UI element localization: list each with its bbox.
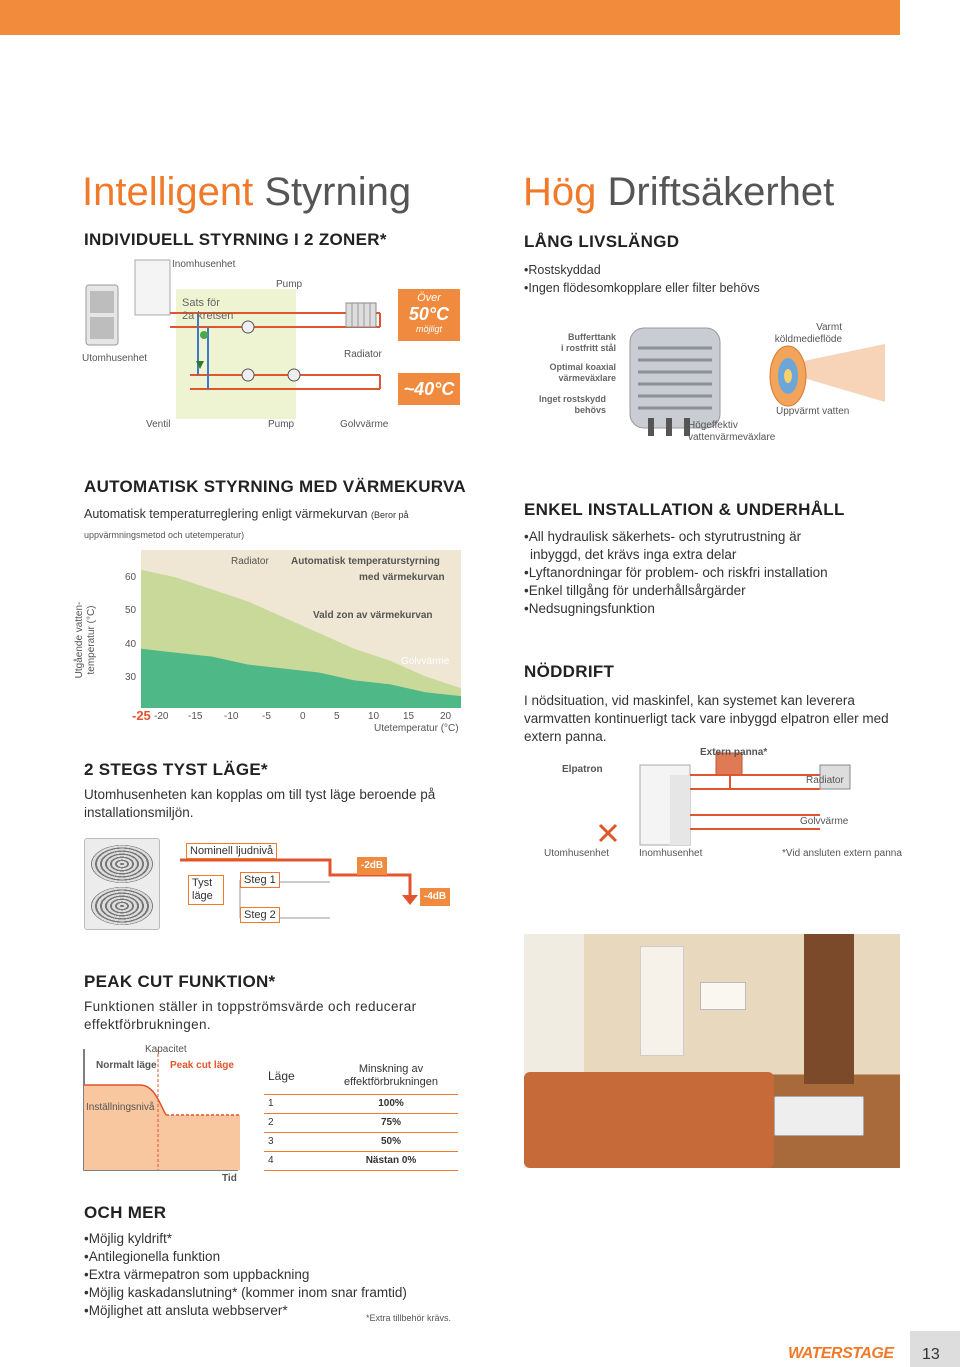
nominell-chip: Nominell ljudnivå [186, 843, 277, 859]
tyst-chip: Tyst läge [188, 875, 224, 905]
table-row: 3 50% [264, 1132, 458, 1151]
inomhusenhet-label: Inomhusenhet [639, 848, 703, 859]
right-page-title: Hög Driftsäkerhet [523, 170, 835, 214]
rostskydd-label: Inget rostskydd behövs [538, 394, 606, 415]
outdoor-unit-image [84, 838, 160, 930]
living-room-photo [524, 934, 900, 1168]
list-item: •Antilegionella funktion [84, 1249, 221, 1264]
ventil-label: Ventil [146, 419, 171, 430]
zones-diagram [80, 255, 465, 435]
list-item: •All hydraulisk säkerhets- och styrutrustning är [524, 529, 802, 544]
x-tick: 20 [440, 711, 452, 722]
left-page-title: Intelligent Styrning [82, 170, 412, 214]
zones-heading: INDIVIDUELL STYRNING I 2 ZONER* [84, 230, 387, 249]
db4-box: -4dB [420, 888, 450, 906]
normalt-label: Normalt läge [96, 1060, 157, 1071]
curve-heading: AUTOMATISK STYRNING MED VÄRMEKURVA [84, 477, 467, 496]
radiator-label: Radiator [344, 349, 382, 360]
annotation-auto: Automatisk temperaturstyrning [291, 556, 440, 567]
golvvarme-label: Golvvärme [800, 816, 849, 827]
curve-intro: Automatisk temperaturreglering enligt värmekurvan (Beror på [84, 507, 409, 521]
table-header-minskning: Minskning av effektförbrukningen [324, 1058, 458, 1094]
page-number: 13 [922, 1346, 940, 1363]
table-row: 1 100% [264, 1094, 458, 1113]
db2-box: -2dB [357, 857, 387, 875]
installning-label: Inställningsnivå [86, 1102, 155, 1113]
table-header-lage: Läge [264, 1058, 324, 1094]
list-item: • Rostskyddad [524, 261, 760, 279]
brand-logo: WATERSTAGE [788, 1345, 894, 1362]
pump-bottom-label: Pump [268, 419, 295, 430]
chart-xlabel: Utetemperatur (°C) [374, 723, 459, 734]
table-row: 2 75% [264, 1113, 458, 1132]
x-tick: -20 [154, 711, 169, 722]
buffert-label: Bufferttank i rostfritt stål [560, 332, 616, 353]
more-list [84, 1230, 407, 1320]
list-item: •Möjlig kyldrift* [84, 1231, 173, 1246]
y-tick: 40 [125, 639, 137, 650]
x-tick: 0 [300, 711, 306, 722]
annotation-golv: Golvvärme [401, 656, 450, 667]
utomhusenhet-label: Utomhusenhet [544, 848, 610, 859]
kapacitet-label: Kapacitet [145, 1044, 187, 1055]
chart-ylabel: Utgående vatten- temperatur (°C) [74, 601, 97, 679]
annotation-auto2: med värmekurvan [359, 572, 445, 583]
elpatron-label: Elpatron [562, 764, 603, 775]
tyst-heading: 2 STEGS TYST LÄGE* [84, 760, 268, 779]
steg2-chip: Steg 2 [240, 907, 280, 923]
list-item: inbyggd, det krävs inga extra delar [530, 547, 737, 562]
extern-label: Extern panna* [700, 747, 768, 758]
steg1-chip: Steg 1 [240, 872, 280, 888]
list-item: •Extra värmepatron som uppbackning [84, 1267, 310, 1282]
peak-table [264, 1058, 458, 1171]
utomhusenhet-label: Utomhusenhet [82, 353, 148, 364]
x-tick: -25 [132, 708, 151, 723]
list-item: •Möjlig kaskadanslutning* (kommer inom snar framtid) [84, 1285, 407, 1300]
x-tick: 10 [368, 711, 380, 722]
pump-top-label: Pump [276, 279, 303, 290]
y-tick: 30 [125, 672, 137, 683]
longlife-list [524, 261, 760, 297]
install-heading: ENKEL INSTALLATION & UNDERHÅLL [524, 500, 845, 519]
y-tick: 60 [125, 572, 137, 583]
longlife-heading: LÅNG LIVSLÄNGD [524, 232, 680, 251]
heat-exchanger-diagram [520, 318, 905, 448]
more-heading: OCH MER [84, 1203, 167, 1222]
hogeffektiv-label: Högeffektiv vattenvärmeväxlare [688, 420, 776, 443]
list-item: •Möjlighet att ansluta webbserver* [84, 1303, 288, 1318]
list-item: • Ingen flödesomkopplare eller filter behövs [524, 279, 760, 297]
peak-text: Funktionen ställer in toppströmsvärde och reducerar effektförbrukningen. [84, 999, 417, 1032]
more-note: *Extra tillbehör krävs. [366, 1313, 452, 1323]
tid-label: Tid [222, 1173, 237, 1184]
install-list [524, 528, 828, 618]
list-item: •Enkel tillgång för underhållsårgärder [524, 583, 746, 598]
temp-40-box: ~40°C [398, 373, 460, 405]
annotation-vald: Vald zon av värmekurvan [313, 610, 433, 621]
x-tick: -15 [188, 711, 203, 722]
x-tick: 5 [334, 711, 340, 722]
noddrift-text: I nödsituation, vid maskinfel, kan systemet kan leverera varmvatten kontinuerligt tack vare inbyggd elpatron eller med extern panna. [524, 693, 889, 744]
x-tick: -5 [262, 711, 271, 722]
header-accent-bar [0, 0, 900, 35]
annotation-radiator: Radiator [231, 556, 269, 567]
table-row: 4 Nästan 0% [264, 1151, 458, 1170]
tyst-text: Utomhusenheten kan kopplas om till tyst läge beroende på installationsmiljön. [84, 787, 436, 820]
peak-heading: PEAK CUT FUNKTION* [84, 972, 276, 991]
table-header [264, 1058, 458, 1094]
noddrift-diagram [520, 745, 905, 865]
x-tick: -10 [224, 711, 239, 722]
radiator-label: Radiator [806, 775, 844, 786]
uppvarmt-label: Uppvärmt vatten [776, 406, 850, 417]
curve-intro-small: uppvärmningsmetod och utetemperatur) [84, 530, 245, 540]
noddrift-note: *Vid ansluten extern panna [782, 848, 902, 859]
inomhusenhet-label: Inomhusenhet [172, 259, 236, 270]
golvvarme-label: Golvvärme [340, 419, 389, 430]
sats-label: Sats för 2a kretsen [182, 297, 234, 322]
temp-50-box: Över 50°C möjligt [398, 289, 460, 341]
list-item: •Nedsugningsfunktion [524, 601, 655, 616]
koaxial-label: Optimal koaxial värmeväxlare [549, 362, 616, 383]
list-item: •Lyftanordningar för problem- och riskfri installation [524, 565, 828, 580]
peakcut-label: Peak cut läge [170, 1060, 234, 1071]
noddrift-heading: NÖDDRIFT [524, 662, 615, 681]
varmt-label: Varmt köldmedieflöde [774, 322, 842, 345]
x-tick: 15 [403, 711, 415, 722]
y-tick: 50 [125, 605, 137, 616]
